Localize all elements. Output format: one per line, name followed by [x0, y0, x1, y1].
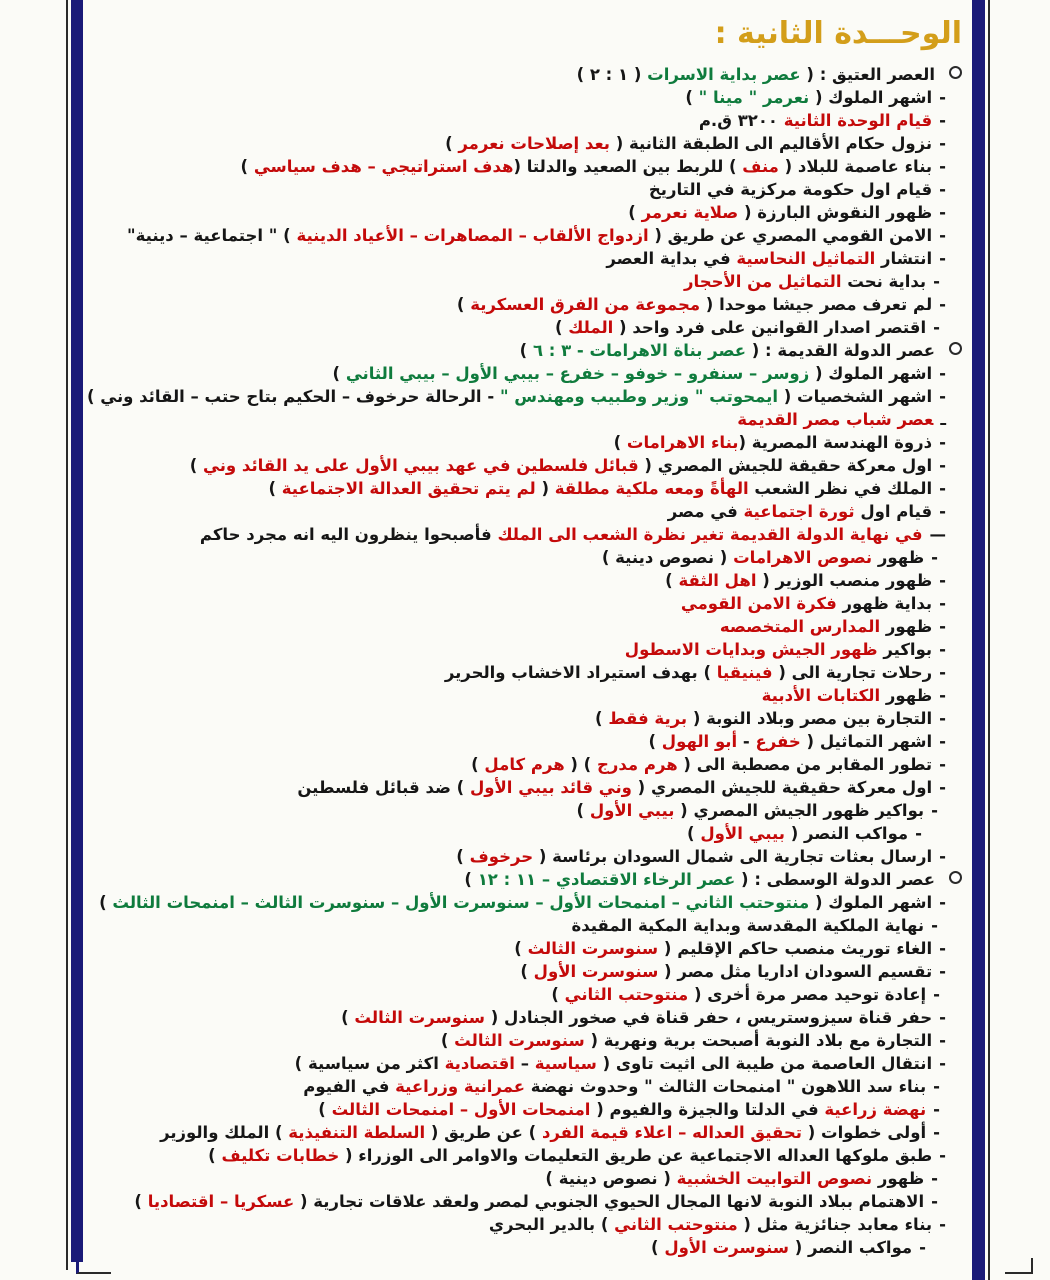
dash-bullet: -	[939, 617, 946, 636]
text-segment: )	[318, 1100, 332, 1119]
text-segment: نعرمر " مينا "	[698, 88, 810, 107]
note-line	[92, 592, 962, 615]
text-segment: في الفيوم	[303, 1077, 396, 1096]
text-segment: هدف استراتيجي – هدف سياسي	[253, 157, 514, 176]
text-segment: إعادة توحيد مصر مرة أخرى (	[688, 985, 927, 1004]
text-segment: اشهر الملوك (	[809, 364, 933, 383]
text-segment: عصر الرخاء الاقتصادي – ١١ : ١٢	[477, 870, 736, 889]
dash-bullet: -	[939, 847, 946, 866]
dash-bullet: -	[939, 1054, 946, 1073]
text-segment: العصر العتيق : (	[800, 65, 935, 84]
text-segment: )	[519, 341, 533, 360]
text-segment: التماثيل النحاسية	[736, 249, 876, 268]
note-line	[92, 109, 962, 132]
dash-bullet: -	[939, 663, 946, 682]
text-segment: منتوحتب الثاني – امنمحات الأول – سنوسرت الأول – سنوسرت الثالث – امنمحات الثالث	[112, 893, 810, 912]
text-segment: ) " اجتماعية – دينية"	[127, 226, 297, 245]
text-segment: بيبي الأول	[700, 824, 785, 843]
note-line	[92, 661, 962, 684]
dash-bullet: -	[931, 1192, 938, 1211]
text-segment: السلطة التنفيذية	[288, 1123, 426, 1142]
text-segment: تحقيق العداله – اعلاء قيمة الفرد	[541, 1123, 803, 1142]
note-line	[92, 845, 962, 868]
text-segment: عصر بناة الاهرامات - ٣ : ٦	[532, 341, 746, 360]
note-line	[92, 707, 962, 730]
text-segment: نهاية الملكية المقدسة وبداية المكية المقيدة	[571, 916, 925, 935]
page-border-right-bar	[972, 0, 985, 1280]
note-line	[92, 1121, 962, 1144]
dash-bullet: -	[939, 295, 946, 314]
text-segment: بناء سد اللاهون " امنمحات الثالث " وحدوث نهضة	[525, 1077, 927, 1096]
dash-bullet: -	[933, 272, 940, 291]
text-segment: انتقال العاصمة من طيبة الى اثيت تاوى (	[596, 1054, 933, 1073]
text-segment: عصر الدولة الوسطى : (	[735, 870, 935, 889]
text-segment: ظهور	[880, 617, 933, 636]
text-segment: -	[737, 732, 756, 751]
era-section	[92, 868, 962, 1259]
text-segment: بعد إصلاحات نعرمر	[458, 134, 610, 153]
dash-bullet: -	[939, 709, 946, 728]
dash-bullet: -	[939, 1146, 946, 1165]
text-segment: قيام الوحدة الثانية	[783, 111, 933, 130]
note-line	[92, 523, 962, 546]
dash-bullet: -	[939, 502, 946, 521]
text-segment: في مصر	[667, 502, 744, 521]
text-segment: التماثيل من الأحجار	[684, 272, 842, 291]
note-line	[92, 638, 962, 661]
text-segment: اشهر الشخصيات (	[778, 387, 933, 406]
text-segment: ظهور	[872, 1169, 925, 1188]
note-line	[92, 1052, 962, 1075]
era-header	[92, 63, 962, 86]
note-line	[92, 270, 962, 293]
text-segment: عسكريا – اقتصاديا	[147, 1192, 295, 1211]
dash-bullet: -	[939, 249, 946, 268]
era-section	[92, 63, 962, 339]
page-border-left-corner	[76, 1258, 111, 1274]
text-segment: عمرانية وزراعية	[395, 1077, 526, 1096]
dash-bullet: -	[939, 203, 946, 222]
note-line	[92, 684, 962, 707]
text-segment: ٣٢٠٠ ق.م	[698, 111, 784, 130]
text-segment: )	[514, 939, 528, 958]
text-segment: اشهر الملوك (	[809, 893, 933, 912]
dash-bullet: -	[915, 824, 922, 843]
text-segment: ( نصوص دينية )	[545, 1169, 677, 1188]
text-segment: سنوسرت الثالث	[454, 1031, 585, 1050]
note-line	[92, 546, 962, 569]
text-segment: بناء الاهرامات	[626, 433, 739, 452]
note-line	[92, 1213, 962, 1236]
text-segment: (	[535, 479, 555, 498]
note-line	[92, 960, 962, 983]
text-segment: قيام اول حكومة مركزية في التاريخ	[648, 180, 933, 199]
text-segment: اكثر من سياسية )	[294, 1054, 445, 1073]
dash-bullet: -	[939, 479, 946, 498]
note-line	[92, 408, 962, 431]
text-segment: انتشار	[875, 249, 933, 268]
circle-bullet-icon	[949, 66, 962, 79]
text-segment: نزول حكام الأقاليم الى الطبقة الثانية (	[609, 134, 933, 153]
dash-bullet: -	[939, 1008, 946, 1027]
text-segment: ) (	[564, 755, 597, 774]
dash-bullet: -	[931, 1169, 938, 1188]
text-segment: )	[551, 985, 565, 1004]
text-segment: الغاء توريث منصب حاكم الإقليم (	[658, 939, 933, 958]
text-segment: )	[628, 203, 642, 222]
text-segment: تطور المقابر من مصطبة الى (	[677, 755, 933, 774]
text-segment: )	[99, 893, 113, 912]
text-segment: سنوسرت الثالث	[527, 939, 659, 958]
dash-bullet: -	[933, 318, 940, 337]
text-segment: ازدواج الألقاب – المصاهرات – الأعياد الدينية	[296, 226, 649, 245]
note-line	[92, 753, 962, 776]
text-segment: في الدلتا والجيزة والفيوم (	[590, 1100, 825, 1119]
note-line	[92, 1236, 962, 1259]
dash-bullet: -	[931, 548, 938, 567]
text-segment: )	[576, 801, 590, 820]
text-segment: )	[651, 1238, 665, 1257]
text-segment: حفر قناة سيزوستريس ، حفر قناة في صخور الجنادل (	[485, 1008, 933, 1027]
text-segment: عصر شباب مصر القديمة	[737, 410, 934, 429]
text-segment: ايمحوتب " وزير وطبيب ومهندس "	[499, 387, 779, 406]
text-segment: )	[685, 88, 699, 107]
text-segment: بناء عاصمة للبلاد (	[778, 157, 933, 176]
text-segment: اشهر التماثيل (	[800, 732, 933, 751]
note-line	[86, 385, 962, 408]
page-border-right-outline	[988, 0, 990, 1280]
text-segment: الكتابات الأدبية	[761, 686, 881, 705]
text-segment: التجارة مع بلاد النوبة أصبحت برية ونهرية (	[584, 1031, 933, 1050]
text-segment: بداية نحت	[841, 272, 927, 291]
text-segment: )	[665, 571, 679, 590]
note-line	[92, 431, 962, 454]
text-segment: منتوحتب الثاني	[564, 985, 689, 1004]
dash-bullet: -	[939, 387, 946, 406]
dash-bullet: -	[931, 916, 938, 935]
text-segment: وني قائد بيبي الأول	[469, 778, 632, 797]
text-segment: الملك	[568, 318, 614, 337]
text-segment: نهضة زراعية	[824, 1100, 927, 1119]
text-segment: برية فقط	[608, 709, 688, 728]
page-border-right-corner	[1005, 1258, 1033, 1274]
text-segment: )	[520, 962, 534, 981]
text-segment: قبائل فلسطين في عهد بيبي الأول على يد القائد وني	[203, 456, 639, 475]
note-line	[92, 500, 962, 523]
text-segment: )	[687, 824, 701, 843]
dash-bullet: -	[939, 456, 946, 475]
dash-bullet: -	[939, 134, 946, 153]
era-section	[86, 339, 962, 868]
dash-bullet: -	[933, 985, 940, 1004]
text-segment: لم يتم تحقيق العدالة الاجتماعية	[281, 479, 536, 498]
text-segment: بواكير	[877, 640, 933, 659]
text-segment: بواكير ظهور الجيش المصري (	[674, 801, 925, 820]
text-segment: بناء معابد جنائزية مثل (	[737, 1215, 933, 1234]
text-segment: سنوسرت الثالث	[354, 1008, 485, 1027]
note-line	[92, 201, 962, 224]
text-segment: لم تعرف مصر جيشا موحدا (	[700, 295, 933, 314]
note-line	[92, 799, 962, 822]
dash-bullet: -	[939, 686, 946, 705]
text-segment: نصوص الاهرامات	[733, 548, 873, 567]
dash-bullet: -	[939, 88, 946, 107]
text-segment: هرم كامل	[484, 755, 565, 774]
text-segment: اول معركة حقيقية للجيش المصري (	[631, 778, 933, 797]
text-segment: ( نصوص دينية )	[601, 548, 734, 567]
text-segment: منف	[742, 157, 779, 176]
note-line	[92, 1006, 962, 1029]
note-line	[92, 1029, 962, 1052]
note-line	[92, 477, 962, 500]
note-line	[92, 362, 962, 385]
dash-bullet: -	[939, 111, 946, 130]
note-line	[92, 247, 962, 270]
dash-bullet: -	[933, 1123, 940, 1142]
note-line	[92, 316, 962, 339]
text-segment: في نهاية الدولة القديمة تغير نظرة الشعب الى الملك	[497, 525, 923, 544]
dash-bullet: -	[931, 801, 938, 820]
notes-content	[86, 0, 962, 1259]
text-segment: في بداية العصر	[606, 249, 737, 268]
note-line	[92, 822, 962, 845]
text-segment: التجارة بين مصر وبلاد النوبة (	[687, 709, 933, 728]
text-segment: مواكب النصر (	[784, 824, 909, 843]
circle-bullet-icon	[949, 871, 962, 884]
text-segment: ) ضد قبائل فلسطين	[297, 778, 470, 797]
text-segment: الامن القومي المصري عن طريق (	[648, 226, 933, 245]
dash-bullet: -	[939, 364, 946, 383]
note-line	[92, 1098, 962, 1121]
text-segment: بداية ظهور	[836, 594, 933, 613]
dash-bullet: -	[939, 778, 946, 797]
text-segment: )	[268, 479, 282, 498]
note-line	[92, 891, 962, 914]
dash-bullet: ـ	[940, 410, 946, 429]
note-line	[92, 224, 962, 247]
note-line	[92, 86, 962, 109]
text-segment: ظهور	[880, 686, 933, 705]
text-segment: اشهر الملوك (	[809, 88, 933, 107]
text-segment: )	[456, 295, 471, 314]
text-segment: منتوحتب الثاني	[614, 1215, 738, 1234]
text-segment: ) للربط بين الصعيد والدلتا (	[513, 157, 743, 176]
text-segment: اقتصادية	[444, 1054, 515, 1073]
text-segment: ) الملك والوزير	[160, 1123, 289, 1142]
text-segment: مجموعة من الفرق العسكرية	[470, 295, 701, 314]
era-header	[92, 339, 962, 362]
text-segment: ( ١ : ٢ )	[576, 65, 648, 84]
text-segment: )	[595, 709, 609, 728]
era-header	[92, 868, 962, 891]
note-line	[92, 730, 962, 753]
text-segment: رحلات تجارية الى (	[772, 663, 933, 682]
text-segment: هرم مدرج	[596, 755, 678, 774]
text-segment: )	[471, 755, 485, 774]
text-segment: امنمحات الأول – امنمحات الثالث	[331, 1100, 591, 1119]
text-segment: خفرع	[755, 732, 801, 751]
text-segment: ارسال بعثات تجارية الى شمال السودان برئاسة (	[533, 847, 933, 866]
text-segment: مواكب النصر (	[788, 1238, 913, 1257]
text-segment: طبق ملوكها العداله الاجتماعية عن طريق التعليمات والاوامر الى الوزراء (	[339, 1146, 933, 1165]
text-segment: حرخوف	[469, 847, 534, 866]
text-segment: صلاية نعرمر	[641, 203, 739, 222]
text-segment: سياسية	[534, 1054, 597, 1073]
dash-bullet: -	[939, 157, 946, 176]
dash-bullet: -	[919, 1238, 926, 1257]
text-segment: ) عن طريق (	[425, 1123, 542, 1142]
text-segment: ظهور منصب الوزير (	[756, 571, 933, 590]
text-segment: )	[445, 134, 459, 153]
dash-bullet: -	[939, 1031, 946, 1050]
dash-bullet: -	[933, 1077, 940, 1096]
text-segment: أولى خطوات (	[802, 1123, 927, 1142]
note-line	[92, 937, 962, 960]
text-segment: عصر الدولة القديمة : (	[745, 341, 935, 360]
note-line	[92, 155, 962, 178]
text-segment: )	[440, 1031, 455, 1050]
text-segment: –	[514, 1054, 535, 1073]
text-segment: المدارس المتخصصه	[719, 617, 881, 636]
text-segment: )	[240, 157, 254, 176]
text-segment: ظهور النقوش البارزة (	[738, 203, 933, 222]
text-segment: نصوص التوابيت الخشبية	[676, 1169, 873, 1188]
text-segment: )	[648, 732, 662, 751]
dash-bullet: -	[939, 226, 946, 245]
note-line	[92, 132, 962, 155]
text-segment: )	[189, 456, 204, 475]
text-segment: الاهتمام ببلاد النوبة لانها المجال الحيوي الجنوبي لمصر ولعقد علاقات تجارية (	[294, 1192, 925, 1211]
text-segment: )	[456, 847, 470, 866]
text-segment: الهأةً ومعه ملكية مطلقة	[554, 479, 749, 498]
circle-bullet-icon	[949, 342, 962, 355]
dash-bullet: -	[939, 1215, 946, 1234]
note-line	[92, 178, 962, 201]
text-segment: ) بالدير البحري	[488, 1215, 615, 1234]
dash-bullet: -	[939, 433, 946, 452]
text-segment: خطابات تكليف	[221, 1146, 340, 1165]
dash-bullet: -	[939, 732, 946, 751]
dash-bullet: -	[939, 962, 946, 981]
text-segment: اول معركة حقيقة للجيش المصري (	[638, 456, 933, 475]
note-line	[92, 983, 962, 1006]
text-segment: )	[341, 1008, 355, 1027]
text-segment: فينيقيا	[716, 663, 773, 682]
text-segment: ظهور الجيش وبدايات الاسطول	[624, 640, 878, 659]
dash-bullet: -	[933, 1100, 940, 1119]
text-segment: أبو الهول	[661, 732, 738, 751]
text-segment: - الرحالة حرخوف – الحكيم بتاح حتب – القائد وني )	[86, 387, 500, 406]
note-line	[92, 1144, 962, 1167]
text-segment: )	[613, 433, 627, 452]
text-segment: زوسر – سنفرو – خوفو – خفرع – بيبي الأول – بيبي الثاني	[345, 364, 810, 383]
notes-list	[86, 63, 962, 1259]
note-line	[92, 914, 962, 937]
text-segment: ظهور	[872, 548, 925, 567]
dash-bullet: -	[939, 594, 946, 613]
text-segment: ذروة الهندسة المصرية (	[738, 433, 933, 452]
note-line	[92, 569, 962, 592]
text-segment: قيام اول	[854, 502, 933, 521]
text-segment: )	[464, 870, 478, 889]
text-segment: اهل الثقة	[678, 571, 757, 590]
dash-bullet: -	[939, 893, 946, 912]
dash-bullet: -	[939, 180, 946, 199]
page-border-left-outline	[66, 0, 68, 1270]
text-segment: تقسيم السودان اداريا مثل مصر (	[658, 962, 933, 981]
text-segment: ) بهدف استيراد الاخشاب والحرير	[444, 663, 717, 682]
note-line	[92, 454, 962, 477]
text-segment: بيبي الأول	[589, 801, 675, 820]
note-line	[92, 1075, 962, 1098]
text-segment: فكرة الامن القومي	[680, 594, 837, 613]
dash-bullet: -	[939, 571, 946, 590]
note-line	[92, 1167, 962, 1190]
text-segment: فأصبحوا ينظرون اليه انه مجرد حاكم	[199, 525, 498, 544]
text-segment: )	[554, 318, 569, 337]
text-segment: )	[332, 364, 346, 383]
unit-title: الوحـــدة الثانية :	[714, 16, 962, 51]
dash-bullet: -	[939, 640, 946, 659]
page-border-left-bar	[71, 0, 83, 1262]
note-line	[92, 776, 962, 799]
text-segment: سنوسرت الأول	[664, 1238, 789, 1257]
dash-bullet: -	[939, 755, 946, 774]
text-segment: سنوسرت الأول	[533, 962, 659, 981]
note-line	[92, 615, 962, 638]
note-line	[92, 1190, 962, 1213]
dash-bullet: —	[929, 525, 946, 544]
text-segment: )	[208, 1146, 222, 1165]
dash-bullet: -	[939, 939, 946, 958]
note-line	[92, 293, 962, 316]
text-segment: اقتصر اصدار القوانين على فرد واحد (	[613, 318, 927, 337]
text-segment: عصر بداية الاسرات	[647, 65, 801, 84]
text-segment: الملك في نظر الشعب	[748, 479, 933, 498]
text-segment: ثورة اجتماعية	[743, 502, 855, 521]
text-segment: )	[134, 1192, 148, 1211]
